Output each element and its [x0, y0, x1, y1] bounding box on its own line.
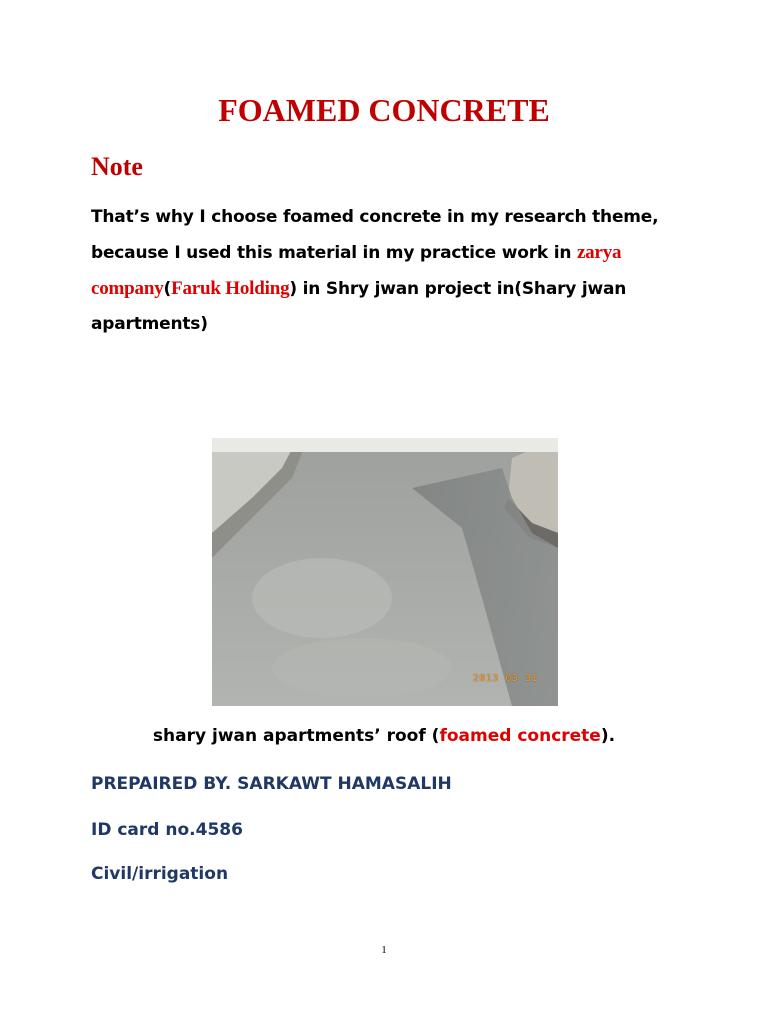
faruk-holding-text: Faruk Holding	[171, 278, 290, 299]
paragraph-text-1: That’s why I choose foamed concrete in my research theme, because I used this material in my practice work in	[91, 207, 659, 263]
caption-highlight: foamed concrete	[439, 726, 601, 746]
body-paragraph	[91, 200, 691, 342]
open-paren: (	[163, 279, 172, 299]
roof-photo	[212, 438, 558, 706]
photo-date-stamp: 2013 03 31	[472, 673, 538, 684]
zarya-company-text: zarya company	[91, 242, 622, 299]
roof-photo-illustration	[212, 438, 558, 706]
document-title: FOAMED CONCRETE	[218, 92, 550, 128]
prepared-by-line: PREPAIRED BY. SARKAWT HAMASALIH	[91, 774, 452, 794]
note-heading: Note	[91, 152, 143, 181]
department-line: Civil/irrigation	[91, 864, 229, 884]
paragraph-text-2: ) in Shry jwan project in(Shary jwan apartments)	[91, 279, 627, 334]
caption-suffix: ).	[600, 726, 616, 746]
page-number: 1	[381, 944, 387, 956]
caption-prefix: shary jwan apartments’ roof (	[152, 726, 440, 746]
photo-caption	[0, 726, 768, 746]
id-card-line: ID card no.4586	[91, 820, 243, 840]
